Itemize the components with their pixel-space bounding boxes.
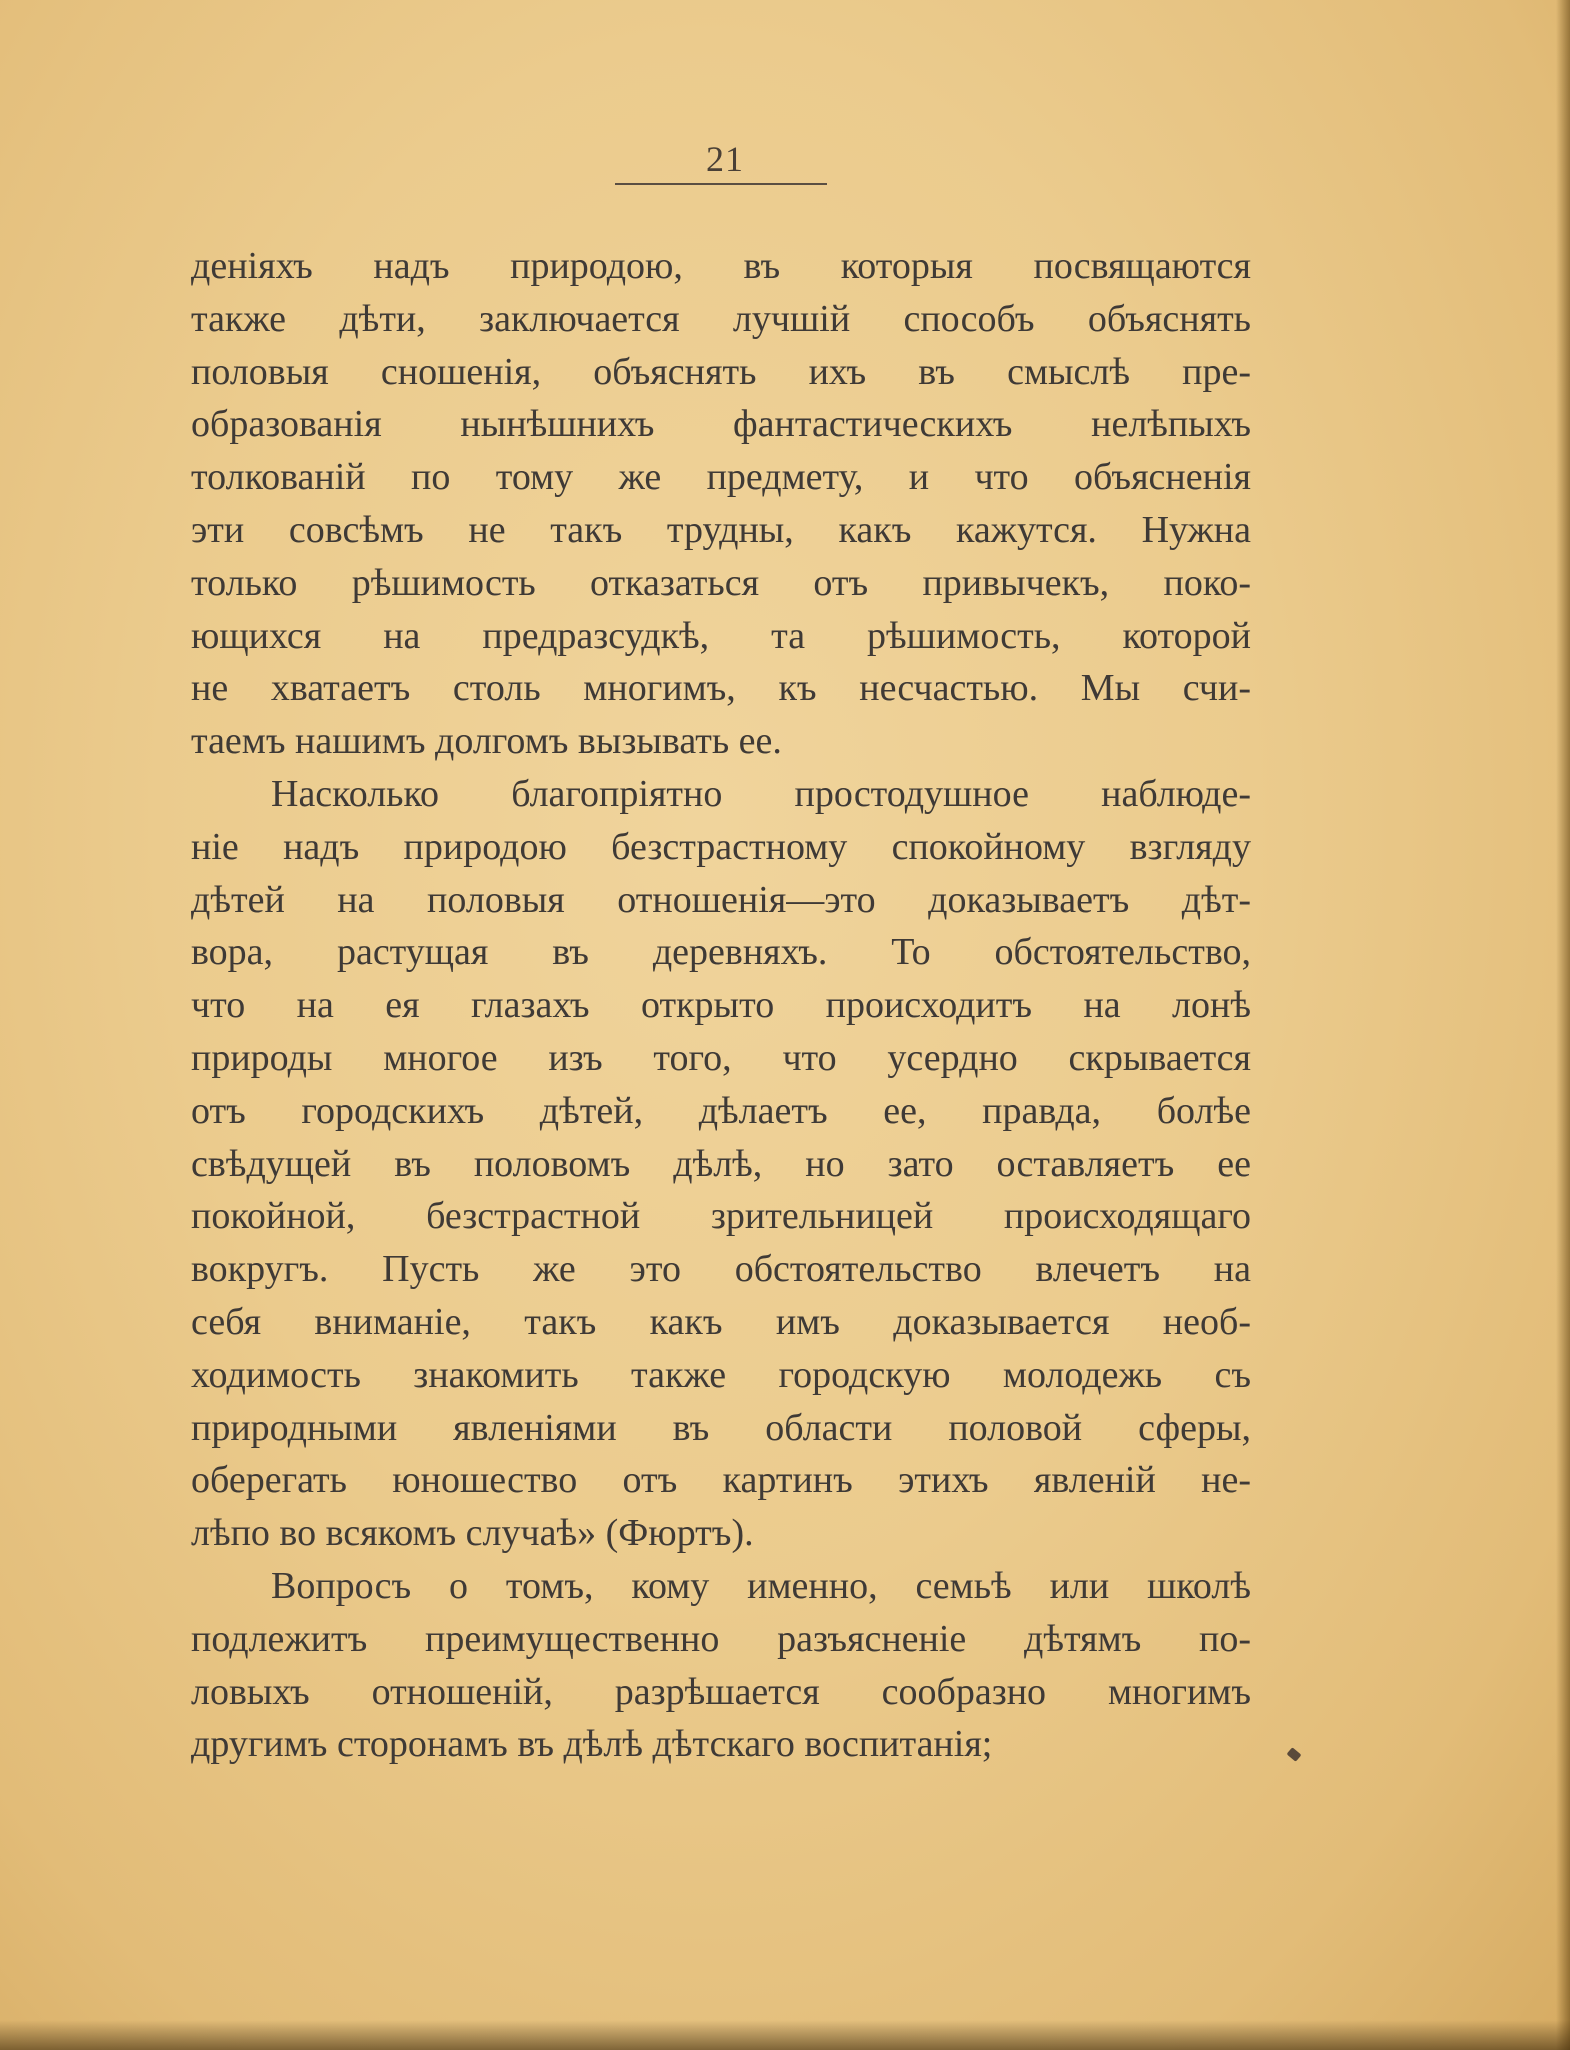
text-line: Вопросъ о томъ, кому именно, семьѣ или школѣ	[271, 1564, 1251, 1607]
text-line: также дѣти, заключается лучшій способъ объяснять	[191, 297, 1251, 340]
header-rule	[615, 183, 827, 185]
text-line: свѣдущей въ половомъ дѣлѣ, но зато оставляетъ ее	[191, 1142, 1251, 1185]
text-line: оберегать юношество отъ картинъ этихъ явленій не-	[191, 1459, 1251, 1502]
text-line: природными явленіями въ области половой сферы,	[191, 1406, 1251, 1449]
text-line: что на ея глазахъ открыто происходитъ на лонѣ	[191, 984, 1251, 1027]
text-line: не хватаетъ столь многимъ, къ несчастью. Мы счи-	[191, 667, 1251, 710]
text-line: покойной, безстрастной зрительницей происходящаго	[191, 1195, 1251, 1238]
text-line: только рѣшимость отказаться отъ привычекъ, поко-	[191, 561, 1251, 604]
page-edge-shadow-bottom	[0, 2020, 1570, 2050]
page-number: 21	[706, 139, 744, 179]
text-line: ходимость знакомить также городскую молодежь съ	[191, 1353, 1251, 1396]
page-edge-shadow-right	[1556, 0, 1570, 2050]
text-line: вора, растущая въ деревняхъ. То обстоятельство,	[191, 931, 1251, 974]
body-text	[191, 240, 1251, 1771]
text-line: другимъ сторонамъ въ дѣлѣ дѣтскаго воспитанія;	[191, 1723, 993, 1766]
text-line: образованія нынѣшнихъ фантастическихъ нелѣпыхъ	[191, 403, 1251, 446]
text-line: Насколько благопріятно простодушное наблюде-	[271, 772, 1251, 815]
paragraph	[191, 1560, 1251, 1771]
text-line: деніяхъ надъ природою, въ которыя посвящаются	[191, 245, 1251, 287]
text-line: толкованій по тому же предмету, и что объясненія	[191, 456, 1251, 499]
text-line: ющихся на предразсудкѣ, та рѣшимость, которой	[191, 614, 1251, 657]
ink-mark	[1287, 1747, 1302, 1762]
text-line: половыя сношенія, объяснять ихъ въ смыслѣ пре-	[191, 350, 1251, 393]
text-line: ловыхъ отношеній, разрѣшается сообразно многимъ	[191, 1670, 1251, 1713]
text-line: эти совсѣмъ не такъ трудны, какъ кажутся. Нужна	[191, 508, 1251, 551]
text-line: отъ городскихъ дѣтей, дѣлаетъ ее, правда, болѣе	[191, 1089, 1251, 1132]
text-line: дѣтей на половыя отношенія—это доказываетъ дѣт-	[191, 878, 1251, 921]
text-line: таемъ нашимъ долгомъ вызывать ее.	[191, 720, 782, 763]
text-line: подлежитъ преимущественно разъясненіе дѣтямъ по-	[191, 1617, 1251, 1660]
paragraph	[191, 240, 1251, 768]
paragraph	[191, 768, 1251, 1560]
text-line: лѣпо во всякомъ случаѣ» (Фюртъ).	[191, 1512, 754, 1555]
text-line: природы многое изъ того, что усердно скрывается	[191, 1036, 1251, 1079]
text-line: себя вниманіе, такъ какъ имъ доказывается необ-	[191, 1300, 1251, 1343]
text-line: вокругъ. Пусть же это обстоятельство влечетъ на	[191, 1248, 1251, 1291]
text-line: ніе надъ природою безстрастному спокойному взгляду	[191, 825, 1251, 868]
